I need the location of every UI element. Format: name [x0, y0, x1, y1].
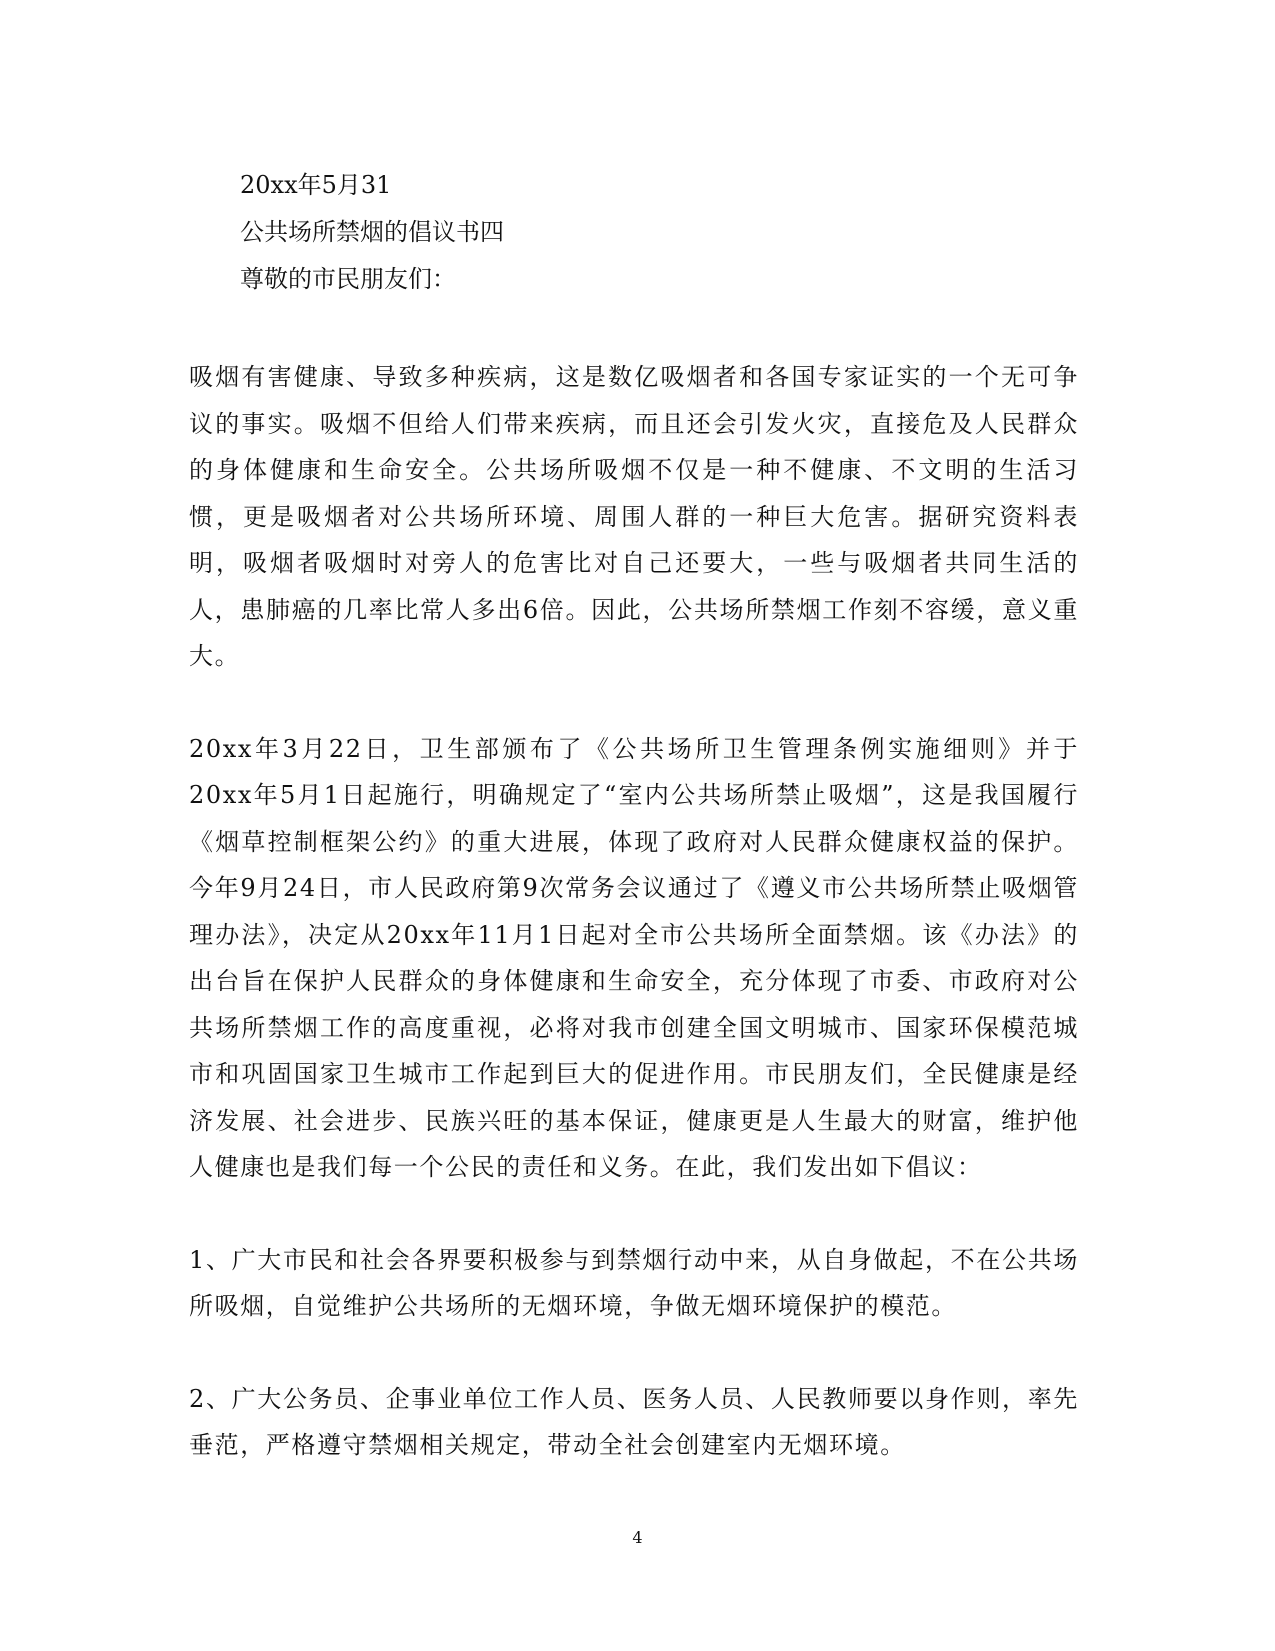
paragraph-proposal-2: 2、广大公务员、企事业单位工作人员、医务人员、人民教师要以身作则，率先垂范，严格遵守禁烟相关规定，带动全社会创建室内无烟环境。 — [189, 1384, 1079, 1459]
letter-title: 公共场所禁烟的倡议书四 — [240, 218, 504, 246]
letter-salutation: 尊敬的市民朋友们： — [240, 265, 456, 293]
letter-body — [189, 354, 1079, 1469]
paragraph-proposal-1: 1、广大市民和社会各界要积极参与到禁烟行动中来，从自身做起，不在公共场所吸烟，自觉维护公共场所的无烟环境，争做无烟环境保护的模范。 — [189, 1245, 1079, 1320]
page-number: 4 — [632, 1528, 643, 1547]
letter-header — [240, 162, 1140, 303]
paragraph-smoking-harm: 吸烟有害健康、导致多种疾病，这是数亿吸烟者和各国专家证实的一个无可争议的事实。吸烟不但给人们带来疾病，而且还会引发火灾，直接危及人民群众的身体健康和生命安全。公共场所吸烟不仅是一种不健康、不文明的生活习惯，更是吸烟者对公共场所环境、周围人群的一种巨大危害。据研究资料表明，吸烟者吸烟时对旁人的危害比对自己还要大，一些与吸烟者共同生活的人，患肺癌的几率比常人多出6倍。因此，公共场所禁烟工作刻不容缓，意义重大。 — [189, 363, 1079, 670]
paragraph-regulations: 20xx年3月22日，卫生部颁布了《公共场所卫生管理条例实施细则》并于20xx年5月1日起施行，明确规定了“室内公共场所禁止吸烟”，这是我国履行《烟草控制框架公约》的重大进展，体现了政府对人民群众健康权益的保护。今年9月24日，市人民政府第9次常务会议通过了《遵义市公共场所禁止吸烟管理办法》，决定从20xx年11月1日起对全市公共场所全面禁烟。该《办法》的出台旨在保护人民群众的身体健康和生命安全，充分体现了市委、市政府对公共场所禁烟工作的高度重视，必将对我市创建全国文明城市、国家环保模范城市和巩固国家卫生城市工作起到巨大的促进作用。市民朋友们，全民健康是经济发展、社会进步、民族兴旺的基本保证，健康更是人生最大的财富，维护他人健康也是我们每一个公民的责任和义务。在此，我们发出如下倡议： — [189, 734, 1079, 1181]
letter-date: 20xx年5月31 — [240, 171, 392, 199]
